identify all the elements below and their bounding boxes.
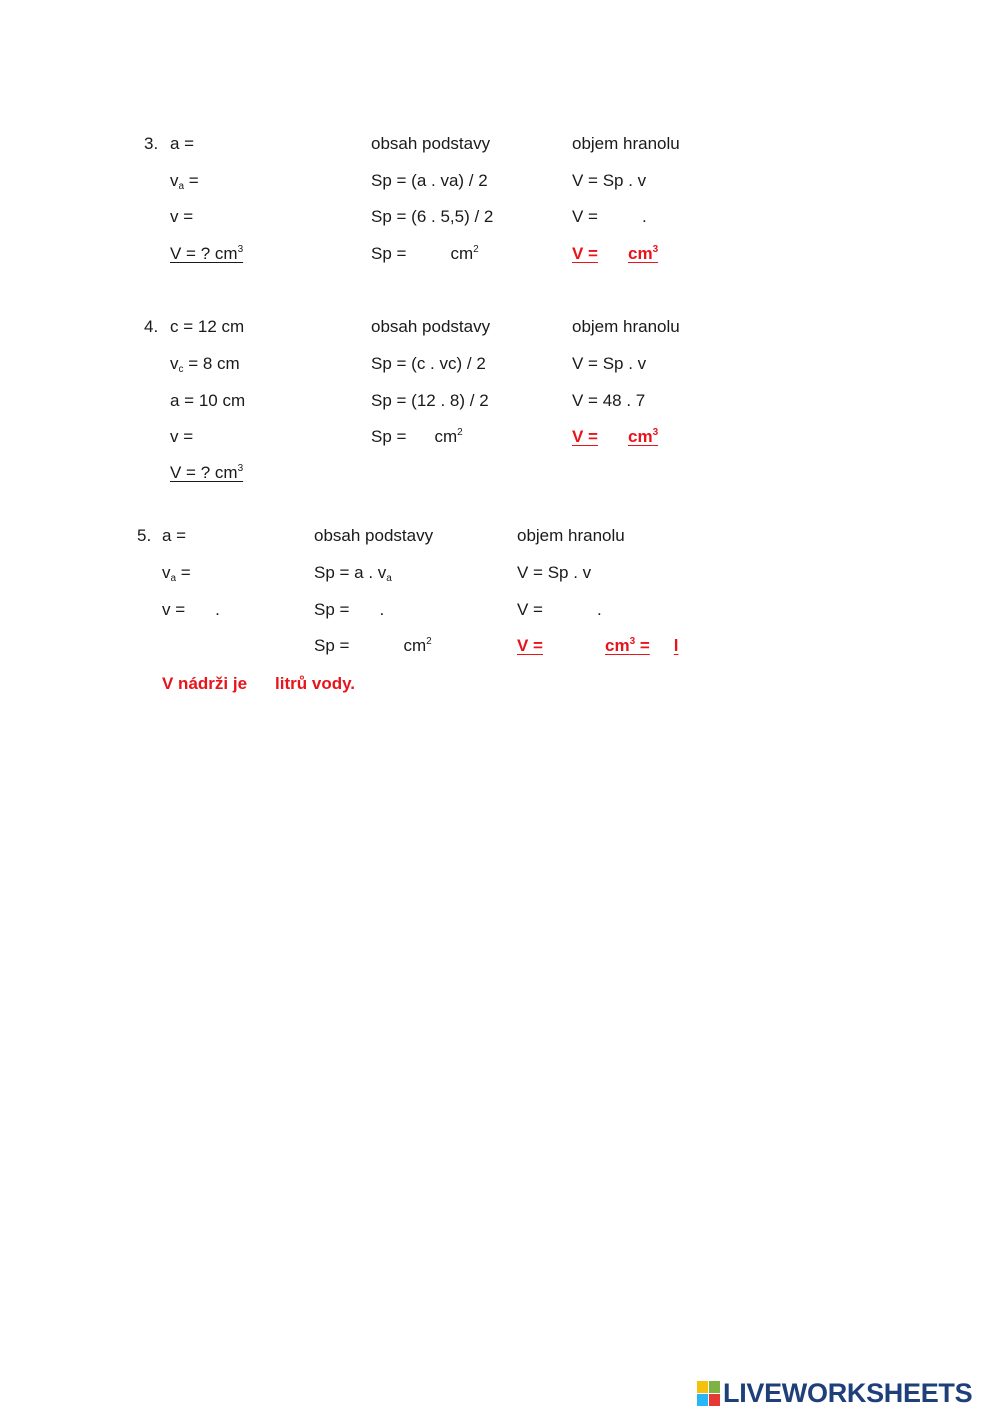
problem-4-number: 4. [144, 317, 159, 336]
p5-answer-a-field[interactable] [186, 526, 226, 544]
liveworksheets-logo [697, 1378, 972, 1408]
p4-v-values: V = 48 . 7 [572, 391, 646, 410]
p3-v-values-field[interactable] [598, 207, 642, 225]
p4-given-c: c = 12 cm [170, 317, 245, 336]
p5-sp-values: Sp = . [314, 600, 385, 619]
p4-unknown-volume: V = ? $cm^3$ [170, 463, 244, 482]
p5-sp-values-field[interactable] [349, 600, 379, 618]
p3-sp-result: $Sp = cm^2$ [371, 244, 479, 263]
p3-given-v: v = [170, 207, 233, 227]
p5-given-a: a = [162, 526, 226, 546]
p4-given-v: v = [170, 427, 233, 447]
p3-v-answer-field[interactable] [598, 244, 628, 262]
p5-liters-answer-field[interactable] [650, 636, 674, 654]
p5-v-result: $V = cm^3 = l$ [517, 636, 679, 655]
p3-unknown-volume: V = ? $cm^3$ [170, 244, 244, 263]
p5-v-answer-field[interactable] [543, 636, 605, 654]
p3-v-values: V = . [572, 207, 647, 226]
problem-5-number: 5. [137, 526, 152, 545]
p3-given-a: a = [170, 134, 234, 154]
p5-v-formula: V = Sp . v [517, 563, 592, 582]
liveworksheets-logo-icon [697, 1381, 719, 1405]
p5-given-va: $v_a$ = [162, 563, 231, 583]
p3-heading-base-area: obsah podstavy [371, 134, 491, 153]
logo-text: LIVEWORKSHEETS [723, 1377, 973, 1408]
problem-3-number: 3. [144, 134, 159, 153]
p4-sp-result: $Sp = cm^2$ [371, 427, 463, 446]
p4-answer-v-field[interactable] [193, 427, 233, 445]
p4-sp-values: Sp = (12 . 8) / 2 [371, 391, 489, 410]
p5-v-values-field[interactable] [543, 600, 597, 618]
logo-square [709, 1381, 720, 1393]
p4-v-result: $V = cm^3$ [572, 427, 659, 446]
logo-square [697, 1394, 708, 1406]
p4-given-vc: $v_c = 8$ cm [170, 354, 240, 375]
p5-answer-sentence: V nádrži je litrů vody. [162, 674, 356, 693]
p3-sp-formula: Sp = (a . va) / 2 [371, 171, 488, 190]
p3-v-result: $V = cm^3$ [572, 244, 659, 263]
p4-sp-answer-field[interactable] [406, 427, 434, 445]
p3-answer-va-field[interactable] [199, 171, 239, 189]
p3-answer-v-field[interactable] [193, 207, 233, 225]
p5-sp-answer-field[interactable] [349, 636, 403, 654]
p5-sp-result: $Sp = cm^2$ [314, 636, 432, 655]
p5-v-values: V = . [517, 600, 602, 619]
p3-v-formula: V = Sp . v [572, 171, 647, 190]
p4-heading-volume: objem hranolu [572, 317, 680, 336]
p5-sp-formula: Sp = a . $v_a$ [314, 563, 392, 584]
p4-sp-formula: Sp = (c . vc) / 2 [371, 354, 486, 373]
p4-v-formula: V = Sp . v [572, 354, 647, 373]
p5-answer-va-field[interactable] [191, 563, 231, 581]
p3-given-va: $v_a$ = [170, 171, 239, 191]
p5-heading-base-area: obsah podstavy [314, 526, 434, 545]
p5-answer-liters-field[interactable] [247, 674, 275, 692]
p3-heading-volume: objem hranolu [572, 134, 680, 153]
p4-given-a: a = 10 cm [170, 391, 246, 410]
p3-sp-answer-field[interactable] [406, 244, 450, 262]
p4-heading-base-area: obsah podstavy [371, 317, 491, 336]
p4-v-answer-field[interactable] [598, 427, 628, 445]
p5-given-v: v = . [162, 600, 220, 619]
logo-square [709, 1394, 720, 1406]
p5-heading-volume: objem hranolu [517, 526, 625, 545]
p3-answer-a-field[interactable] [194, 134, 234, 152]
p3-sp-values: Sp = (6 . 5,5) / 2 [371, 207, 494, 226]
p5-answer-v-field[interactable] [185, 600, 215, 618]
logo-square [697, 1381, 708, 1393]
